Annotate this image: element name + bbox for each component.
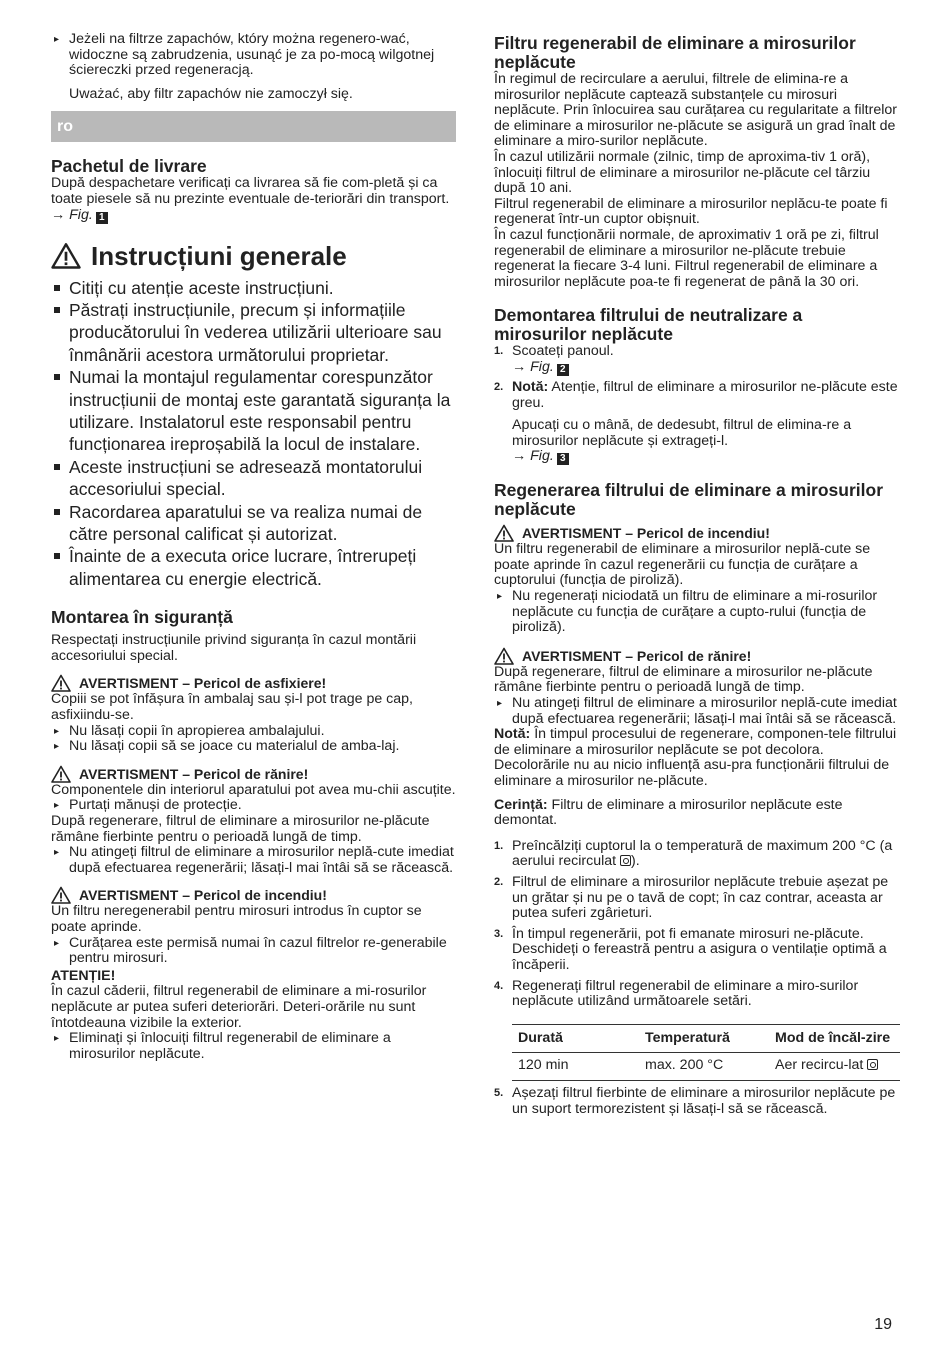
fig-ref <box>494 449 899 465</box>
delivery-heading: Pachetul de livrare <box>51 156 207 177</box>
warning-bullet: ▸ Nu regenerați niciodată un filtru de eliminare a mi-rosurilor neplăcute cu funcția de curățare a cupto-rului (funcția de piroliză). <box>494 589 899 636</box>
safe-intro: Respectați instrucțiunile privind siguranța în cazul montării accesoriului special. <box>51 632 417 664</box>
warning-title: AVERTISMENT – Pericol de asfixiere! <box>79 675 327 692</box>
filter-paragraph: În regimul de recirculare a aerului, filtrele de elimina-re a mirosurilor neplăcute captează substanțele cu mirosuri neplăcute. Prin înlocuirea sau curățarea cu regularitate a filtrelor de eliminare a mirosurilor ne-plăcute se asigură un grad înalt de eliminare a miro-surilor neplăcute. <box>494 71 897 150</box>
table-header: Temperatură <box>639 1024 769 1053</box>
general-item: Înainte de a executa orice lucrare, întrerupeți alimentarea cu energie electrică. <box>51 545 456 590</box>
fig-ref <box>494 360 899 376</box>
warning-injury <box>51 765 456 783</box>
delivery-text: După despachetare verificați ca livrarea să fie com-pletă și ca toate piesele să nu prezinte eventuale de-teriorări din transport. <box>51 175 450 207</box>
filter-paragraph: Filtrul regenerabil de eliminare a mirosurilor neplăcu-te poate fi regenerat într-un cuptor obișnuit. <box>494 195 888 228</box>
hot-air-oven-icon <box>620 855 631 866</box>
attention-text: În cazul căderii, filtrul regenerabil de eliminare a mi-rosurilor neplăcute ar putea suferi deteriorări. Deteri-orările nu sunt întotdeauna vizibile la exterior. <box>51 983 427 1031</box>
warning-title: AVERTISMENT – Pericol de incendiu! <box>79 887 327 904</box>
step-text: Regenerați filtrul regenerabil de eliminare a miro-surilor neplăcute utilizând următoarele setări. <box>512 977 859 1010</box>
right-column <box>494 28 899 1117</box>
requirement-text: Filtru de eliminare a mirosurilor neplăcute este demontat. <box>494 796 843 829</box>
page-number: 19 <box>874 1316 892 1333</box>
warning-text: După regenerare, filtrul de eliminare a mirosurilor ne-plăcute rămâne fierbinte pentru o perioadă lungă de timp. <box>51 813 430 845</box>
step-number: 4. <box>494 979 504 992</box>
regeneration-step <box>494 1086 899 1117</box>
warning-bullet: ▸ Nu lăsați copii să se joace cu materialul de amba-laj. <box>51 739 456 755</box>
regeneration-step <box>494 927 899 974</box>
warning-bullet: ▸ Purtați mănuși de protecție. <box>51 798 456 814</box>
warning-title: AVERTISMENT – Pericol de rănire! <box>522 647 752 664</box>
general-instructions-heading <box>51 241 456 271</box>
pl-bullet: ▸ Jeżeli na filtrze zapachów, który można regenero-wać, widoczne są zabrudzenia, usunąć je za po-mocą wilgotnej ściereczki przed regeneracją. <box>51 32 456 79</box>
general-item: Aceste instrucțiuni se adresează montatorului accesoriului special. <box>51 456 456 501</box>
table-header: Durată <box>512 1024 639 1053</box>
warning-triangle-icon <box>51 674 71 692</box>
table-header: Mod de încăl-zire <box>769 1024 900 1053</box>
regeneration-step <box>494 875 899 922</box>
warning-bullet: ▸ Nu lăsați copii în apropierea ambalajului. <box>51 724 456 740</box>
warning-title: AVERTISMENT – Pericol de rănire! <box>79 765 309 782</box>
fig-ref-label: → Fig. <box>512 448 554 465</box>
filter-paragraph: În cazul utilizării normale (zilnic, timp de aproxima-tiv 1 oră), înlocuiți filtrul de eliminare a mirosurilor ne-plăcute cel târziu după 10 ani. <box>494 148 871 197</box>
delivery-fig-ref <box>51 208 456 224</box>
regeneration-step <box>494 839 899 870</box>
step-text: Filtrul de eliminare a mirosurilor neplăcute trebuie așezat pe un grătar și nu pe o tavă de copt; în caz contrar, aceasta ar putea suferi zgârieturi. <box>512 873 889 922</box>
warning-injury <box>494 647 899 665</box>
requirement-label: Cerință: <box>494 796 548 813</box>
regeneration-step <box>494 979 899 1010</box>
step-number: 1. <box>494 839 504 852</box>
general-item: Numai la montajul regulamentar corespunzător instrucțiunii de montaj este garantată siguranța la utilizare. Instalatorul este responsabil pentru funcționarea ireproșabilă la locul de instalare. <box>51 366 456 456</box>
warning-bullet: ▸ Nu atingeți filtrul de eliminare a mirosurilor neplă-cute imediat după efectuarea regenerării; lăsați-l mai întâi să se răcească. <box>494 696 899 727</box>
step-text: Atenție, filtrul de eliminare a mirosurilor ne-plăcute este greu. <box>512 378 898 411</box>
note-label: Notă: <box>512 378 549 395</box>
removal-step <box>494 344 899 360</box>
warning-text: Componentele din interiorul aparatului pot avea mu-chii ascuțite. <box>51 781 456 798</box>
warning-triangle-icon <box>51 242 81 269</box>
general-instructions-list <box>51 277 456 591</box>
general-item: Racordarea aparatului se va realiza numai de către personal calificat și autorizat. <box>51 501 456 546</box>
regeneration-note <box>494 727 899 789</box>
requirement <box>494 798 899 829</box>
language-bar: ro <box>51 111 456 142</box>
removal-step <box>494 380 899 411</box>
table-cell-text: Aer recircu-lat <box>775 1057 868 1074</box>
hot-air-oven-icon <box>867 1059 878 1070</box>
table-row <box>512 1053 900 1081</box>
safe-mounting-heading: Montarea în siguranță <box>51 607 233 628</box>
warning-triangle-icon <box>51 765 71 783</box>
warning-bullet: ▸ Curățarea este permisă numai în cazul filtrelor re-generabile pentru mirosuri. <box>51 936 456 967</box>
warning-title: AVERTISMENT – Pericol de incendiu! <box>522 525 770 542</box>
table-cell: max. 200 °C <box>639 1053 769 1081</box>
left-column <box>51 28 456 1062</box>
note-text: În timpul procesului de regenerare, componen-tele filtrului de eliminare a mirosurilor neplăcute se pot decolora. Decolorările nu au nicio influență asu-pra funcționării filtrului de eliminare a mirosurilor ne-plăcute. <box>494 726 897 789</box>
warning-triangle-icon <box>494 647 514 665</box>
step-text: În timpul regenerării, pot fi emanate mirosuri ne-plăcute. Deschideți o fereastră pentru a asigura o ventilație optimă a încăperii. <box>512 925 887 973</box>
warning-text: Un filtru neregenerabil pentru mirosuri introdus în cuptor se poate aprinde. <box>51 903 422 935</box>
step-number: 5. <box>494 1086 504 1099</box>
table-cell <box>769 1053 900 1081</box>
fig-number-badge: 1 <box>96 212 108 224</box>
general-instructions-title: Instrucțiuni generale <box>91 240 347 271</box>
warning-text: Copiii se pot înfășura în ambalaj sau și-l pot trage pe cap, asfixiindu-se. <box>51 691 413 724</box>
general-item: Păstrați instrucțiunile, precum și informațiile producătorului în vederea utilizării ulterioare sau înmânării acestora următorului proprietar. <box>51 299 456 366</box>
warning-triangle-icon <box>51 886 71 904</box>
removal-heading: Demontarea filtrului de neutralizare a mirosurilor neplăcute <box>494 305 803 345</box>
general-item: Citiți cu atenție aceste instrucțiuni. <box>51 277 456 299</box>
step-number: 2. <box>494 875 504 888</box>
filter-paragraph: În cazul funcționării normale, de aproximativ 1 oră pe zi, filtrul regenerabil de eliminare a mirosurilor ne-plăcute trebuie regenerat la fiecare 3-4 luni. Filtrul regenerabil de eliminare a mirosurilor neplăcute poa-te fi regenerat de până la 30 ori. <box>494 226 879 290</box>
step-text: Scoateți panoul. <box>512 343 614 360</box>
settings-table <box>512 1024 900 1081</box>
warning-triangle-icon <box>494 524 514 542</box>
warning-fire <box>494 524 899 542</box>
attention-title: ATENȚIE! <box>51 967 116 984</box>
removal-substep: Apucați cu o mână, de dedesubt, filtrul de elimina-re a mirosurilor neplăcute și extrageți-l. <box>512 417 852 449</box>
fig-number-badge: 2 <box>557 364 569 376</box>
note-label: Notă: <box>494 726 531 743</box>
fig-ref-label: → Fig. <box>512 358 554 375</box>
filter-heading: Filtru regenerabil de eliminare a mirosurilor neplăcute <box>494 33 856 72</box>
warning-fire <box>51 886 456 904</box>
pl-note: Uważać, aby filtr zapachów nie zamoczył się. <box>69 85 353 102</box>
table-cell: 120 min <box>512 1053 639 1081</box>
fig-ref-label: → Fig. <box>51 206 93 223</box>
warning-text: După regenerare, filtrul de eliminare a mirosurilor ne-plăcute rămâne fierbinte pentru o perioadă lungă de timp. <box>494 663 873 696</box>
table-header-row <box>512 1024 900 1053</box>
fig-number-badge: 3 <box>557 453 569 465</box>
regeneration-heading: Regenerarea filtrului de eliminare a mirosurilor neplăcute <box>494 480 884 520</box>
step-text-end: ). <box>631 853 640 870</box>
step-number: 2. <box>494 380 504 393</box>
warning-text: Un filtru regenerabil de eliminare a mirosurilor neplă-cute se poate aprinde în cazul regenerării cu funcția de curățare a cuptorului (funcția de piroliză). <box>494 541 871 589</box>
step-text: Preîncălziți cuptorul la o temperatură de maximum 200 °C (a aerului recirculat <box>512 837 893 870</box>
step-number: 3. <box>494 927 504 940</box>
step-text: Așezați filtrul fierbinte de eliminare a mirosurilor neplăcute pe un suport termorezistent și lăsați-l să se răcească. <box>512 1084 896 1117</box>
step-number: 1. <box>494 345 504 358</box>
warning-bullet: ▸ Nu atingeți filtrul de eliminare a mirosurilor neplă-cute imediat după efectuarea regenerării; lăsați-l mai întâi să se răcească. <box>51 845 456 876</box>
warning-asphyxia <box>51 674 456 692</box>
attention-bullet: ▸ Eliminați și înlocuiți filtrul regenerabil de eliminare a mirosurilor neplăcute. <box>51 1031 456 1062</box>
